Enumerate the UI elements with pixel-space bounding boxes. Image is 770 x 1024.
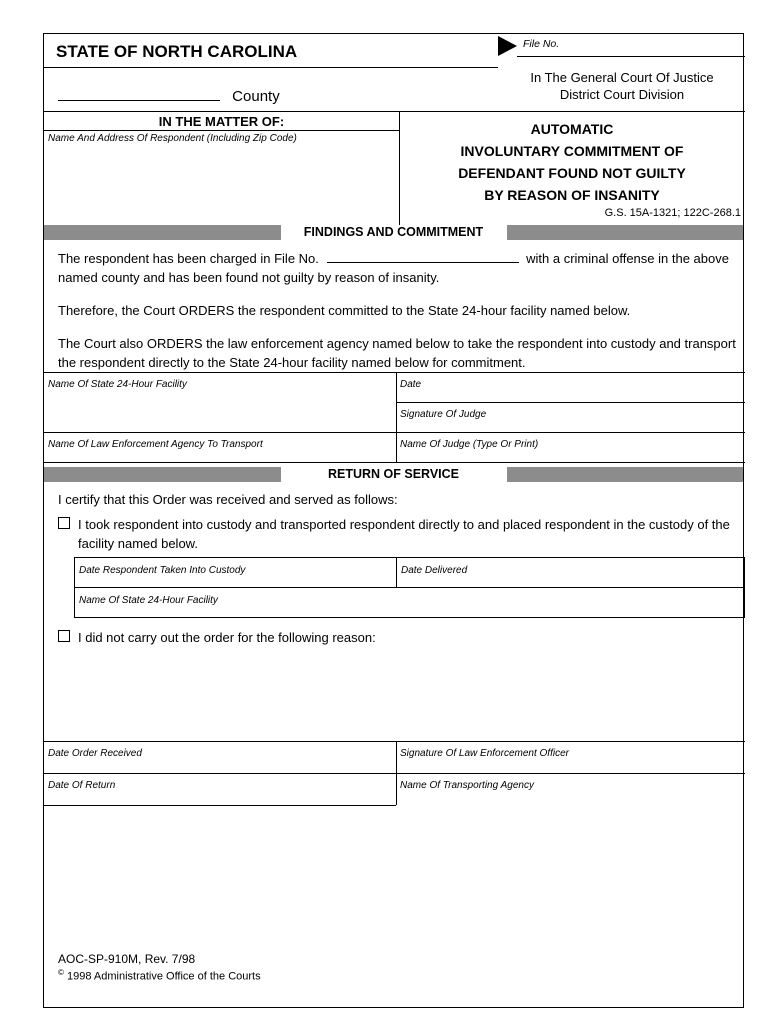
court-name: In The General Court Of Justice: [530, 70, 714, 85]
date-of-return-label: Date Of Return: [48, 780, 116, 791]
form-title-line-1: AUTOMATIC: [530, 121, 614, 137]
findings-para-1-after: with a criminal offense in the above named county and has been found not guilty by reason of insanity.: [58, 251, 729, 285]
custody-table: [74, 557, 745, 618]
form-page: [43, 33, 744, 1008]
date-custody-field[interactable]: [75, 558, 397, 587]
charge-file-no-field[interactable]: [327, 248, 519, 263]
date-delivered-label: Date Delivered: [401, 565, 468, 576]
grid-line: [44, 462, 745, 463]
certify-text: I certify that this Order was received and served as follows:: [58, 492, 398, 507]
findings-text-block: [58, 248, 742, 372]
date-custody-label: Date Respondent Taken Into Custody: [79, 565, 246, 576]
form-title-line-3: DEFENDANT FOUND NOT GUILTY: [458, 165, 686, 181]
court-division: District Court Division: [559, 87, 685, 102]
officer-signature-label: Signature Of Law Enforcement Officer: [400, 748, 569, 759]
file-no-label: File No.: [523, 38, 560, 50]
service-section-bar: [44, 467, 743, 482]
form-title: [399, 118, 745, 206]
facility-name-field[interactable]: [44, 372, 396, 432]
file-no-field[interactable]: [517, 56, 745, 57]
date-delivered-field[interactable]: [397, 558, 744, 587]
county-row: [58, 86, 280, 105]
statute-citation: G.S. 15A-1321; 122C-268.1: [604, 207, 741, 219]
matter-of-divider: [44, 130, 399, 131]
judge-signature-field[interactable]: [396, 402, 745, 432]
copyright-symbol: ©: [58, 968, 64, 977]
findings-para-1-before: The respondent has been charged in File No.: [58, 251, 319, 266]
not-carried-out-option-text: I did not carry out the order for the following reason:: [78, 630, 376, 645]
grid-line: [44, 805, 396, 806]
service-facility-field[interactable]: [75, 588, 744, 617]
county-name-field[interactable]: [58, 86, 220, 101]
custody-transport-option-text: I took respondent into custody and transported respondent directly to and placed respondent in the custody of the facility named below.: [78, 517, 730, 551]
respondent-name-field[interactable]: [44, 146, 396, 224]
judge-signature-label: Signature Of Judge: [400, 409, 487, 420]
date-order-received-field[interactable]: [44, 741, 396, 773]
custody-table-row-1: [75, 558, 744, 588]
not-carried-out-checkbox[interactable]: [58, 630, 70, 642]
form-number: AOC-SP-910M, Rev. 7/98: [58, 952, 196, 966]
custody-transport-checkbox[interactable]: [58, 517, 70, 529]
transporting-agency-field[interactable]: [396, 773, 745, 805]
findings-para-2: Therefore, the Court ORDERS the respondent committed to the State 24-hour facility named below.: [58, 303, 631, 318]
service-section-title: RETURN OF SERVICE: [281, 467, 507, 482]
form-title-line-2: INVOLUNTARY COMMITMENT OF: [460, 143, 684, 159]
respondent-field-label: Name And Address Of Respondent (Including Zip Code): [48, 133, 297, 144]
reason-field[interactable]: [58, 648, 742, 738]
findings-section-title: FINDINGS AND COMMITMENT: [281, 225, 507, 240]
judge-name-field[interactable]: [396, 432, 745, 462]
findings-para-3: The Court also ORDERS the law enforcement agency named below to take the respondent into custody and transport the respondent directly to the State 24-hour facility named below for commitment.: [58, 336, 736, 370]
findings-section-bar: [44, 225, 743, 240]
copyright-text: 1998 Administrative Office of the Courts: [66, 970, 261, 983]
matter-of-label: IN THE MATTER OF:: [158, 114, 285, 129]
order-date-field[interactable]: [396, 372, 745, 402]
service-facility-label: Name Of State 24-Hour Facility: [79, 595, 218, 606]
order-date-label: Date: [400, 379, 422, 390]
officer-signature-field[interactable]: [396, 741, 745, 773]
transport-agency-label: Name Of Law Enforcement Agency To Transport: [48, 439, 263, 450]
facility-name-label: Name Of State 24-Hour Facility: [48, 379, 187, 390]
state-title: STATE OF NORTH CAROLINA: [56, 42, 298, 61]
transport-agency-field[interactable]: [44, 432, 396, 462]
copyright-line: [58, 968, 261, 983]
date-of-return-field[interactable]: [44, 773, 396, 805]
date-order-received-label: Date Order Received: [48, 748, 142, 759]
transporting-agency-label: Name Of Transporting Agency: [400, 780, 534, 791]
file-no-arrow-icon: [498, 36, 517, 56]
judge-name-label: Name Of Judge (Type Or Print): [400, 439, 539, 450]
findings-para-1: [58, 248, 742, 287]
header-bottom-divider: [44, 111, 745, 112]
county-label: County: [232, 88, 280, 105]
header-divider-left: [44, 67, 498, 68]
form-title-line-4: BY REASON OF INSANITY: [484, 187, 660, 203]
